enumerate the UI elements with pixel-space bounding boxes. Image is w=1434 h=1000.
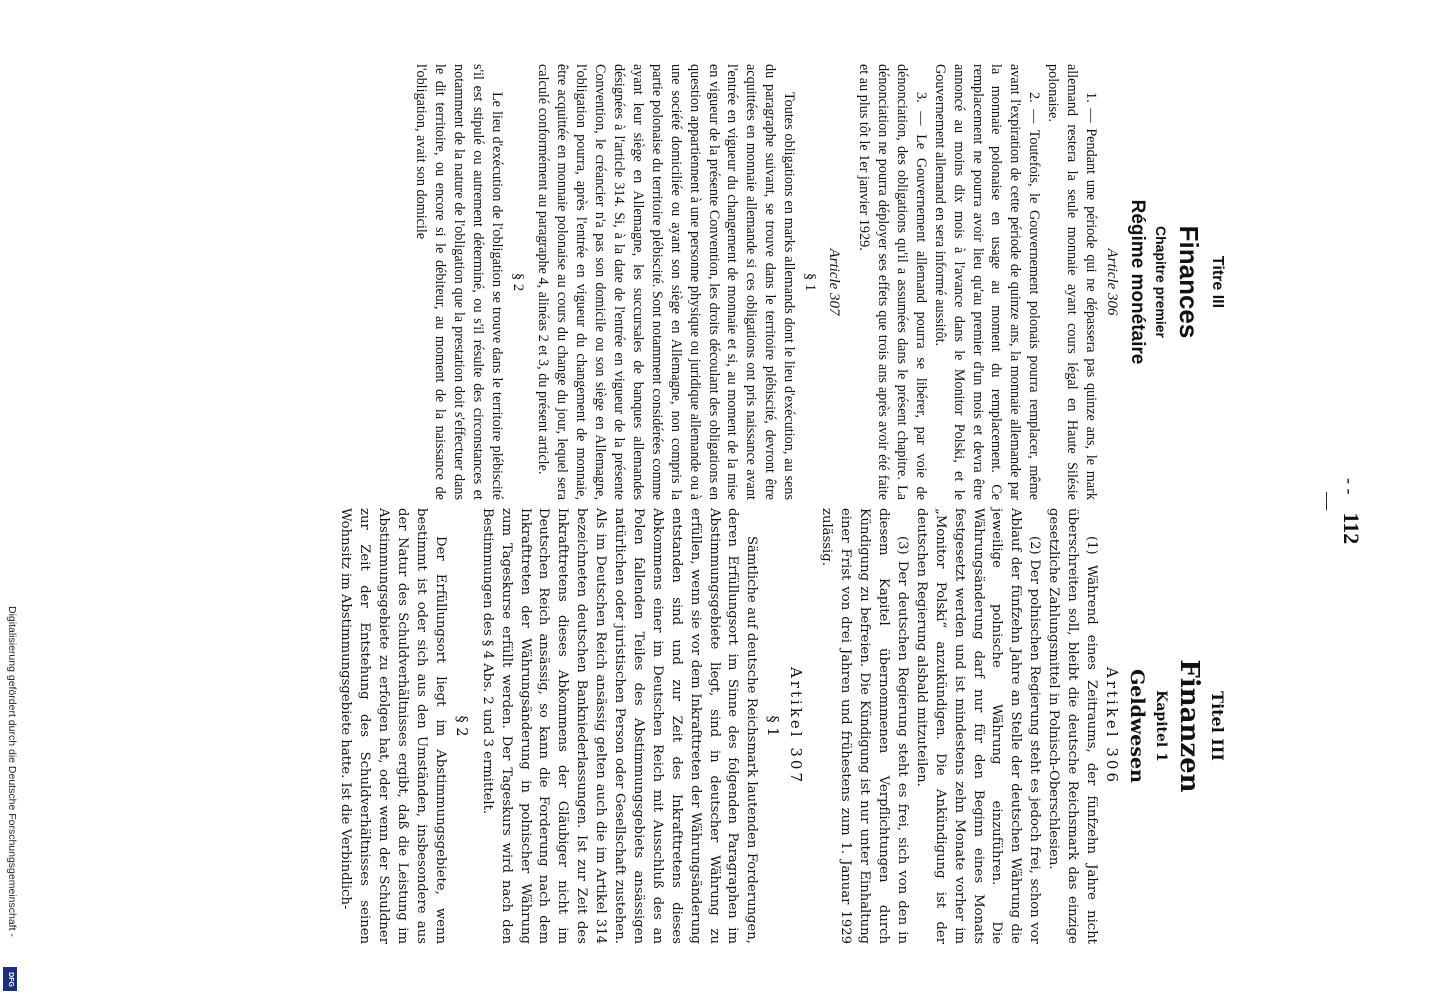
french-art307-s1-text: Toutes obligations en marks allemands dont le lieu d'exécution, au sens du paragraphe suivant, se trouve dans le territoire plébiscité, devront être acquittées en monnaie allemande si ces obligations ont pris naissance avant l'entrée en vigueur du changement de monnaie et si, au moment de la mise en vigueur de la présente Convention, les droits découlant des obligations en question appartiennent à une personne physique ou juridique allemande ou à une société domiciliée ou ayant son siège en Allemagne, non compris la partie polonaise du territoire plébiscité. Sont notamment considérées comme ayant leur siège en Allemagne, les succursales de banques allemandes désignées à l'article 314. Si, à la date de l'entrée en vigueur de la présente Convention, le créancier n'a pas son domicile ou son siège en Allemagne, l'obligation pourra, après l'entrée en vigueur du changement de monnaie, être acquittée en monnaie polonaise au cours du change du jour, lequel sera calculé conformément au paragraphe 4, alinéas 2 et 3, du présent article. bbox=[535, 64, 798, 500]
german-art306-p3: (3) Der deutschen Regierung steht es frei, sich von den in diesem Kapitel übernommenen Verpflichtungen durch Kündigung zu befreien. Die Kündigung ist nur unter Einhaltung einer Frist von drei Jahren und frühestens zum 1. Januar 1929 zulässig. bbox=[819, 508, 910, 944]
german-art306-p1: (1) Während eines Zeitraums, der fünfzehn Jahre nicht überschreiten soll, bleibt die deutsche Reichsmark das einzige gesetzliche Zahlungsmittel in Polnisch-Oberschlesien. bbox=[1046, 508, 1099, 944]
dfg-logo bbox=[3, 967, 17, 991]
german-art307-s1: § 1 bbox=[764, 715, 781, 737]
german-art306-heading: Artikel 306 bbox=[1103, 667, 1121, 785]
german-art307-heading: Artikel 307 bbox=[787, 667, 806, 785]
french-titre: Titre III bbox=[1209, 255, 1226, 309]
french-chapter-title: Régime monétaire bbox=[1127, 199, 1148, 365]
french-art306-p1: 1. — Pendant une période qui ne dépassera pas quinze ans, le mark allemand restera la seule monnaie ayant cours légal en Haute Silésie polonaise. bbox=[1045, 64, 1099, 500]
french-art306-p2: 2. — Toutefois, le Gouvernement polonais pourra remplacer, même avant l'expiration de cette période de quinze ans, la monnaie allemande par la monnaie polonaise en usage au moment du remplacement. Ce remplacement ne pourra avoir lieu qu'au premier d'un mois et devra être annoncé au moins dix mois à l'avance dans le Monitor Polski, et le Gouvernement allemand en sera informé aussitôt. bbox=[931, 64, 1043, 500]
french-chapter: Chapitre premier bbox=[1153, 225, 1169, 339]
german-title: Finanzen bbox=[1174, 659, 1204, 793]
french-art306-p3: 3. — Le Gouvernement allemand pourra se libérer, par voie de dénonciation, des obligations qu'il a assumées dans le présent chapitre. La dénonciation ne pourra déployer ses effets que trois ans après avoir été faite et au plus tôt le 1er janvier 1929. bbox=[856, 64, 929, 500]
page-number-block bbox=[1317, 478, 1364, 548]
french-art307-s2-text: Le lieu d'exécution de l'obligation se trouve dans le territoire plébiscité s'il est stipulé ou autrement déterminé, ou s'il résulte des circonstances et notamment de la nature de l'obligation que la prestation doit s'effectuer dans le dit territoire, ou encore si le débiteur, au moment de la naissance de l'obligation, avait son domicile bbox=[412, 64, 505, 500]
french-column bbox=[411, 64, 1228, 500]
page-dash-right: — bbox=[1318, 492, 1338, 510]
german-titre: Titel III bbox=[1208, 691, 1227, 761]
french-art306-heading: Article 306 bbox=[1104, 248, 1120, 316]
french-art307-s2: § 2 bbox=[509, 272, 526, 292]
dfg-logo-text: DFG bbox=[6, 971, 14, 987]
german-art307-s1-text: Sämtliche auf deutsche Reichsmark lautenden Forderungen, deren Erfüllungsort im Sinne des folgenden Paragraphen im Abstimmungsgebiete liegt, sind in deutscher Währung zu erfüllen, wenn sie vor dem Inkrafttreten der Währungsänderung entstanden sind und zur Zeit des Inkrafttretens dieses Abkommens einer im Deutschen Reich mit Ausschluß des an Polen fallenden Teiles des Abstimmungsgebiets ansässigen natürlichen oder juristischen Person oder Gesellschaft zustehen. Als im Deutschen Reich ansässig gelten auch die im Artikel 314 bezeichneten deutschen Bankniederlassungen. Ist zur Zeit des Inkrafttretens dieses Abkommens der Gläubiger nicht im Deutschen Reich ansässig, so kann die Forderung nach dem Inkrafttreten der Währungsänderung in polnischer Währung zum Tageskurse erfüllt werden. Der Tageskurs wird nach den Bestimmungen des § 4 Abs. 2 und 3 ermittelt. bbox=[479, 508, 760, 944]
french-art307-s1: § 1 bbox=[802, 272, 819, 292]
digitization-footer: Digitalisierung gefördert durch die Deutsche Forschungsgemeinschaft - bbox=[6, 606, 18, 937]
french-art307-heading: Article 307 bbox=[826, 248, 843, 316]
german-column bbox=[335, 508, 1228, 944]
german-art307-s2-text: Der Erfüllungsort liegt im Abstimmungsgebiete, wenn bestimmt ist oder sich aus den Umständen, insbesondere aus der Natur des Schuldverhältnisses ergibt, daß die Leistung im Abstimmungsgebiete zu erfolgen hat, oder wenn der Schuldner zur Zeit der Entstehung des Schuldverhältnisses seinen Wohnsitz im Abstimmungsgebiete hatte. Ist die Verbindlich- bbox=[338, 508, 448, 944]
german-art307-s2: § 2 bbox=[452, 715, 469, 737]
german-art306-p2: (2) Der polnischen Regierung steht es jedoch frei, schon vor Ablauf der fünfzehn Jahre an Stelle der deutschen Währung die jeweilige polnische Währung einzuführen. Die Währungsänderung darf nur für den Beginn eines Monats festgesetzt werden und ist mindestens zehn Monate vorher im „Monitor Polski“ anzukündigen. Die Ankündigung ist der deutschen Regierung alsbald mitzuteilen. bbox=[913, 508, 1043, 944]
page-dash-left: - - bbox=[1340, 478, 1360, 495]
french-title: Finances bbox=[1174, 225, 1204, 339]
page-number: 112 bbox=[1339, 512, 1364, 545]
german-chapter-title: Geldwesen bbox=[1126, 669, 1148, 783]
german-chapter: Kapitel 1 bbox=[1153, 690, 1169, 762]
